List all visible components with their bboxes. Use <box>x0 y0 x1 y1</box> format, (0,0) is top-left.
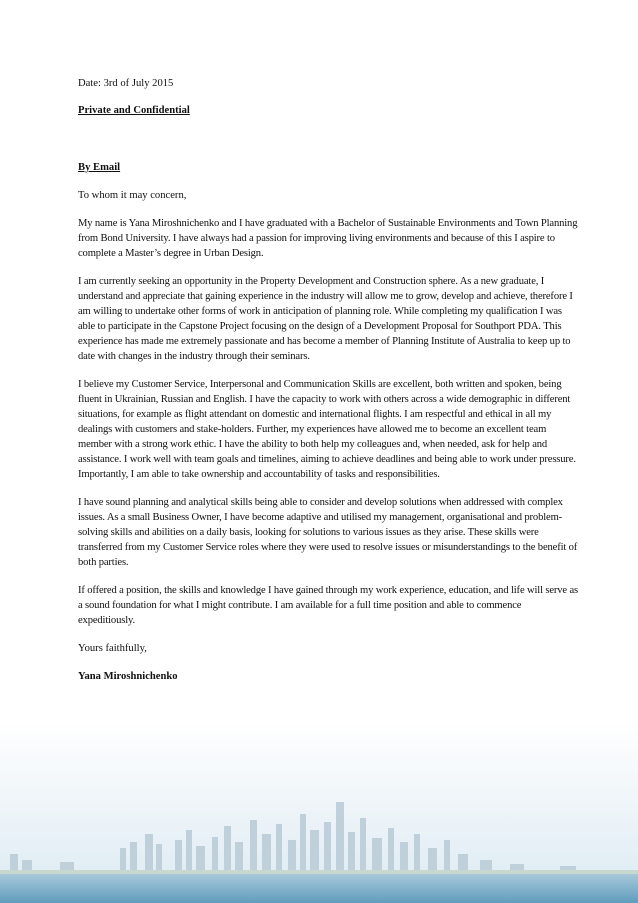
letter-date: Date: 3rd of July 2015 <box>78 78 174 89</box>
paragraph-planning-skills: I have sound planning and analytical skills being able to consider and develop solutions when addressed with complex issues. As a small Business Owner, I have become adaptive and utilised my management, organisational and problem-solving skills and abilities on a daily basis, looking for solutions to various issues as they arise. These skills were transferred from my Customer Service roles where they were used to resolve issues or misunderstandings to the benefit of both parties. <box>78 497 578 568</box>
sea <box>0 874 638 903</box>
confidential-heading: Private and Confidential <box>78 105 190 116</box>
paragraph-opportunity: I am currently seeking an opportunity in the Property Development and Construction sphere. As a new graduate, I understand and appreciate that gaining experience in the industry will allow me to grow, develop and achieve, therefore I am willing to undertake other forms of work in anticipation of planning role. While completing my qualification I was able to participate in the Capstone Project focusing on the design of a Development Proposal for Southport PDA. This experience has made me extremely passionate and has become a member of Planning Institute of Australia to keep up to date with changes in the industry through their seminars. <box>78 276 573 362</box>
closing-line: Yours faithfully, <box>78 643 147 654</box>
skyline-illustration <box>0 722 638 903</box>
city-skyline-banner <box>0 722 638 903</box>
by-email-heading: By Email <box>78 162 121 173</box>
signature-name: Yana Miroshnichenko <box>78 671 178 682</box>
shoreline <box>0 870 638 874</box>
paragraph-introduction: My name is Yana Miroshnichenko and I have graduated with a Bachelor of Sustainable Environments and Town Planning from Bond University. I have always had a passion for improving living environments and because of this I aspire to complete a Master’s degree in Urban Design. <box>78 218 578 259</box>
paragraph-communication-skills: I believe my Customer Service, Interpersonal and Communication Skills are excellent, both written and spoken, being fluent in Ukrainian, Russian and English. I have the capacity to work with others across a wide demographic in different situations, for example as flight attendant on domestic and international flights. I am respectful and ethical in all my dealings with customers and stake-holders. Further, my experiences have allowed me to become an excellent team member with a strong work ethic. I have the ability to both help my colleagues and, when needed, ask for help and assistance. I work well with team goals and timelines, aiming to achieve deadlines and being able to work under pressure. Importantly, I am able to take ownership and accountability of tasks and responsibilities. <box>78 379 576 480</box>
paragraph-availability: If offered a position, the skills and knowledge I have gained through my work experience, education, and life will serve as a sound foundation for what I might contribute. I am available for a full time position and able to commence expeditiously. <box>78 585 578 626</box>
salutation: To whom it may concern, <box>78 190 187 201</box>
letter-body <box>78 76 578 684</box>
